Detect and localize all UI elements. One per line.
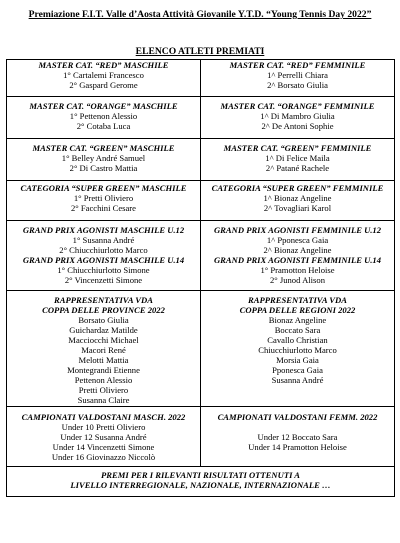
table-row — [7, 467, 395, 497]
award-cell — [7, 181, 201, 221]
winner-line: 1° Pretti Oliviero — [73, 193, 134, 203]
category-heading: GRAND PRIX AGONISTI MASCHILE U.14 — [22, 255, 185, 265]
athlete-name: Susanna André — [271, 375, 324, 385]
athlete-name: Cavallo Christian — [267, 335, 328, 345]
winner-line: Under 12 Susanna André — [60, 432, 147, 442]
athlete-name: Guichardaz Matilde — [69, 325, 138, 335]
winner-line: Under 10 Pretti Oliviero — [61, 422, 146, 432]
category-heading: CAMPIONATI VALDOSTANI FEMM. 2022 — [217, 412, 378, 422]
winner-line: 2^ De Antoni Sophie — [261, 121, 334, 131]
award-cell — [7, 139, 201, 181]
winner-line: 1° Pettenon Alessio — [69, 111, 138, 121]
athlete-name: Montegrandi Etienne — [67, 365, 140, 375]
winner-line: 2^ Borsato Giulia — [267, 80, 328, 90]
category-heading: RAPPRESENTATIVA VDA — [248, 295, 347, 305]
award-cell — [7, 291, 201, 407]
winner-line: 2^ Tovagliari Karol — [263, 203, 332, 213]
athlete-name: Pponesca Gaia — [272, 365, 323, 375]
category-heading: CATEGORIA “SUPER GREEN” MASCHILE — [20, 183, 187, 193]
winner-line: 1° Pramotton Heloise — [260, 265, 335, 275]
table-row — [7, 139, 395, 181]
table-row — [7, 60, 395, 97]
category-heading: MASTER CAT. “RED” MASCHILE — [38, 60, 169, 70]
document-title: Premiazione F.I.T. Valle d’Aosta Attività Giovanile Y.T.D. “Young Tennis Day 2022” — [28, 9, 372, 20]
winner-line: 2^ Bionaz Angeline — [263, 245, 332, 255]
winner-line: Under 12 Boccato Sara — [257, 432, 338, 442]
award-cell — [7, 97, 201, 139]
winner-line: 1^ Di Felice Maila — [265, 153, 330, 163]
athlete-name: Chiucchiurlotto Marco — [258, 345, 337, 355]
winner-line: 2° Vincenzetti Simone — [64, 275, 143, 285]
award-cell — [7, 221, 201, 291]
category-heading: GRAND PRIX AGONISTI FEMMINILE U.12 — [213, 225, 382, 235]
winner-line: 2° Di Castro Mattia — [69, 163, 138, 173]
winner-line: 2° Chiucchiurlotto Marco — [59, 245, 148, 255]
category-heading: CATEGORIA “SUPER GREEN” FEMMINILE — [211, 183, 384, 193]
athlete-name: Bionaz Angeline — [268, 315, 327, 325]
footer-line: LIVELLO INTERREGIONALE, NAZIONALE, INTERNAZIONALE … — [70, 480, 331, 490]
category-heading: MASTER CAT. “ORANGE” FEMMINILE — [220, 101, 375, 111]
award-cell — [201, 181, 395, 221]
category-heading: CAMPIONATI VALDOSTANI MASCH. 2022 — [21, 412, 186, 422]
footer-line: PREMI PER I RILEVANTI RISULTATI OTTENUTI A — [101, 470, 300, 480]
athlete-name: Borsato Giulia — [78, 315, 129, 325]
category-subheading: COPPA DELLE REGIONI 2022 — [239, 305, 356, 315]
winner-line: 2° Facchini Cesare — [70, 203, 136, 213]
athlete-name: Macori René — [81, 345, 126, 355]
winner-line: 1° Susanna André — [72, 235, 135, 245]
category-heading: MASTER CAT. “ORANGE” MASCHILE — [29, 101, 178, 111]
award-cell — [201, 291, 395, 407]
athlete-name: Pettenon Alessio — [74, 375, 133, 385]
winner-line: Under 14 Pramotton Heloise — [248, 442, 347, 452]
award-cell — [7, 407, 201, 467]
winner-line: 2° Gaspard Gerome — [69, 80, 138, 90]
winner-line: 2° Junod Alison — [269, 275, 325, 285]
winner-line: 1^ Di Mambro Giulia — [260, 111, 335, 121]
table-row — [7, 407, 395, 467]
winner-line: 1^ Bionaz Angeline — [263, 193, 332, 203]
award-cell — [201, 221, 395, 291]
category-heading: GRAND PRIX AGONISTI MASCHILE U.12 — [22, 225, 185, 235]
category-heading: MASTER CAT. “GREEN” FEMMINILE — [223, 143, 372, 153]
category-heading: MASTER CAT. “GREEN” MASCHILE — [32, 143, 175, 153]
athlete-name: Melotti Mattia — [78, 355, 129, 365]
winner-line: 2^ Patané Rachele — [265, 163, 330, 173]
award-cell — [201, 60, 395, 97]
table-row — [7, 97, 395, 139]
table-row — [7, 181, 395, 221]
table-row — [7, 221, 395, 291]
athlete-name: Morsia Gaia — [276, 355, 319, 365]
winner-line: 1° Belley André Samuel — [61, 153, 146, 163]
athlete-name: Boccato Sara — [274, 325, 321, 335]
winner-line: 2° Cotaba Luca — [76, 121, 131, 131]
document-subtitle: ELENCO ATLETI PREMIATI — [135, 46, 265, 57]
athlete-name: Macciocchi Michael — [68, 335, 139, 345]
category-heading: MASTER CAT. “RED” FEMMINILE — [229, 60, 366, 70]
footer-cell — [7, 467, 395, 497]
awards-table — [6, 59, 395, 497]
winner-line: Under 16 Giovinazzo Niccolò — [51, 452, 156, 462]
category-heading: RAPPRESENTATIVA VDA — [54, 295, 153, 305]
award-cell — [7, 60, 201, 97]
winner-line: Under 14 Vincenzetti Simone — [52, 442, 155, 452]
athlete-name: Susanna Claire — [77, 395, 130, 405]
winner-line: 1° Cartalemi Francesco — [63, 70, 144, 80]
athlete-name: Pretti Oliviero — [78, 385, 129, 395]
winner-line: 1^ Pponesca Gaia — [266, 235, 329, 245]
table-row — [7, 291, 395, 407]
award-cell — [201, 97, 395, 139]
category-subheading: COPPA DELLE PROVINCE 2022 — [42, 305, 165, 315]
award-cell — [201, 407, 395, 467]
award-cell — [201, 139, 395, 181]
category-heading: GRAND PRIX AGONISTI FEMMINILE U.14 — [213, 255, 382, 265]
winner-line: 1^ Perrelli Chiara — [267, 70, 328, 80]
winner-line: 1° Chiucchiurlotto Simone — [57, 265, 150, 275]
